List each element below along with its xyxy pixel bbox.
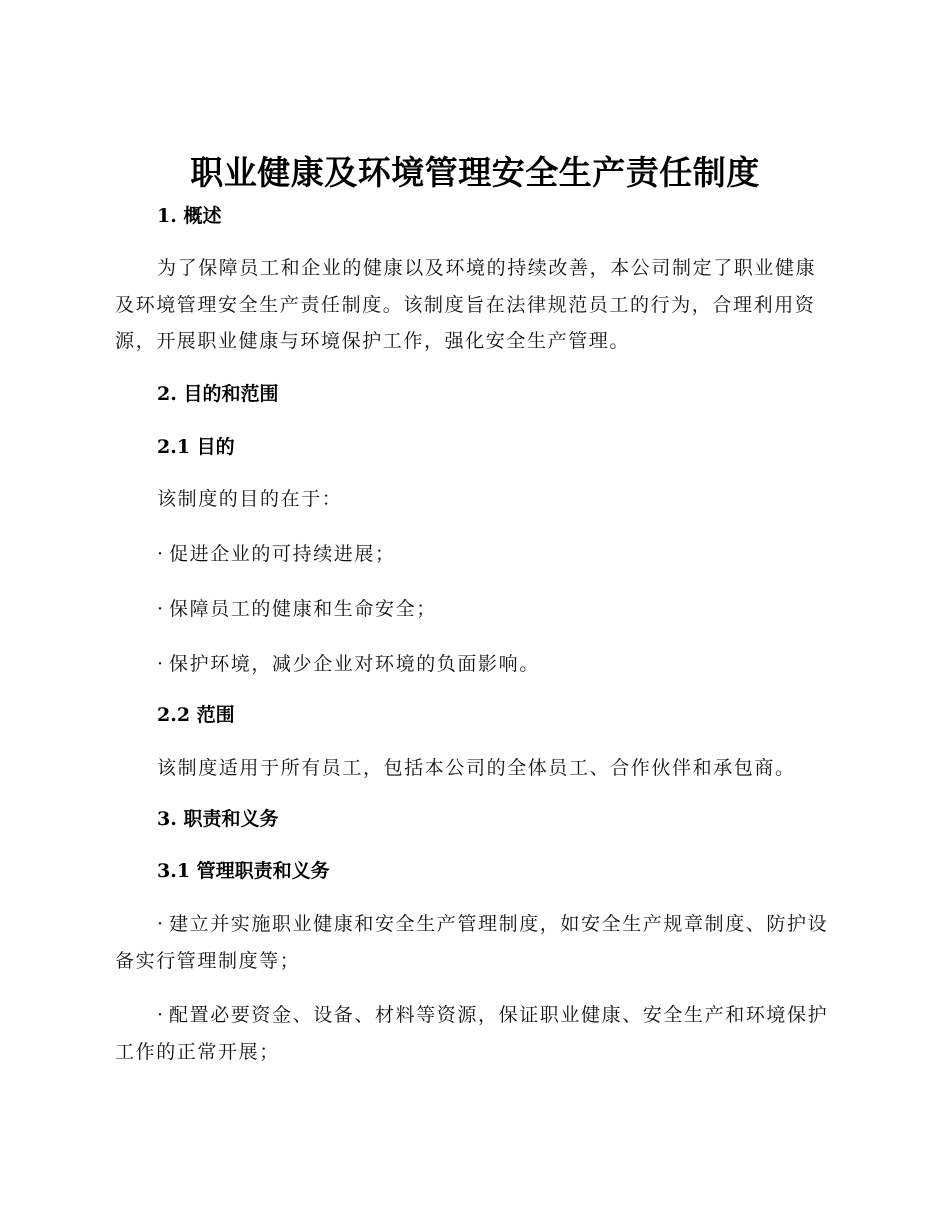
section-3-heading: 3. 职责和义务 xyxy=(157,808,279,830)
section-2-2-paragraph: 该制度适用于所有员工，包括本公司的全体员工、合作伙伴和承包商。 xyxy=(157,757,796,779)
bullet-marker: · xyxy=(157,653,165,675)
bullet-text: 配置必要资金、设备、材料等资源，保证职业健康、安全生产和环境保护工作的正常开展； xyxy=(115,1004,829,1063)
bullet-list-item xyxy=(115,591,830,628)
section-2-1-intro: 该制度的目的在于： xyxy=(157,488,343,510)
section-2-heading: 2. 目的和范围 xyxy=(157,383,279,405)
section-1-heading: 1. 概述 xyxy=(157,205,222,227)
section-1-paragraph: 为了保障员工和企业的健康以及环境的持续改善，本公司制定了职业健康及环境管理安全生产责任制度。该制度旨在法律规范员工的行为，合理利用资源，开展职业健康与环境保护工作，强化安全生产管理。 xyxy=(115,257,817,352)
document-title: 职业健康及环境管理安全生产责任制度 xyxy=(190,153,760,192)
bullet-marker: · xyxy=(157,1004,165,1026)
bullet-list-item xyxy=(115,906,830,979)
bullet-text: 促进企业的可持续进展； xyxy=(169,543,396,565)
bullet-text: 保障员工的健康和生命安全； xyxy=(169,598,437,620)
bullet-text: 保护环境，减少企业对环境的负面影响。 xyxy=(169,653,540,675)
bullet-text: 建立并实施职业健康和安全生产管理制度，如安全生产规章制度、防护设备实行管理制度等； xyxy=(115,913,829,972)
bullet-list-item xyxy=(115,646,830,683)
section-2-2-heading: 2.2 范围 xyxy=(157,704,235,726)
bullet-marker: · xyxy=(157,598,165,620)
bullet-marker: · xyxy=(157,913,165,935)
section-3-1-heading: 3.1 管理职责和义务 xyxy=(157,860,330,882)
bullet-list-item xyxy=(115,536,830,573)
bullet-list-item xyxy=(115,997,830,1070)
bullet-marker: · xyxy=(157,543,165,565)
section-2-1-heading: 2.1 目的 xyxy=(157,436,235,458)
